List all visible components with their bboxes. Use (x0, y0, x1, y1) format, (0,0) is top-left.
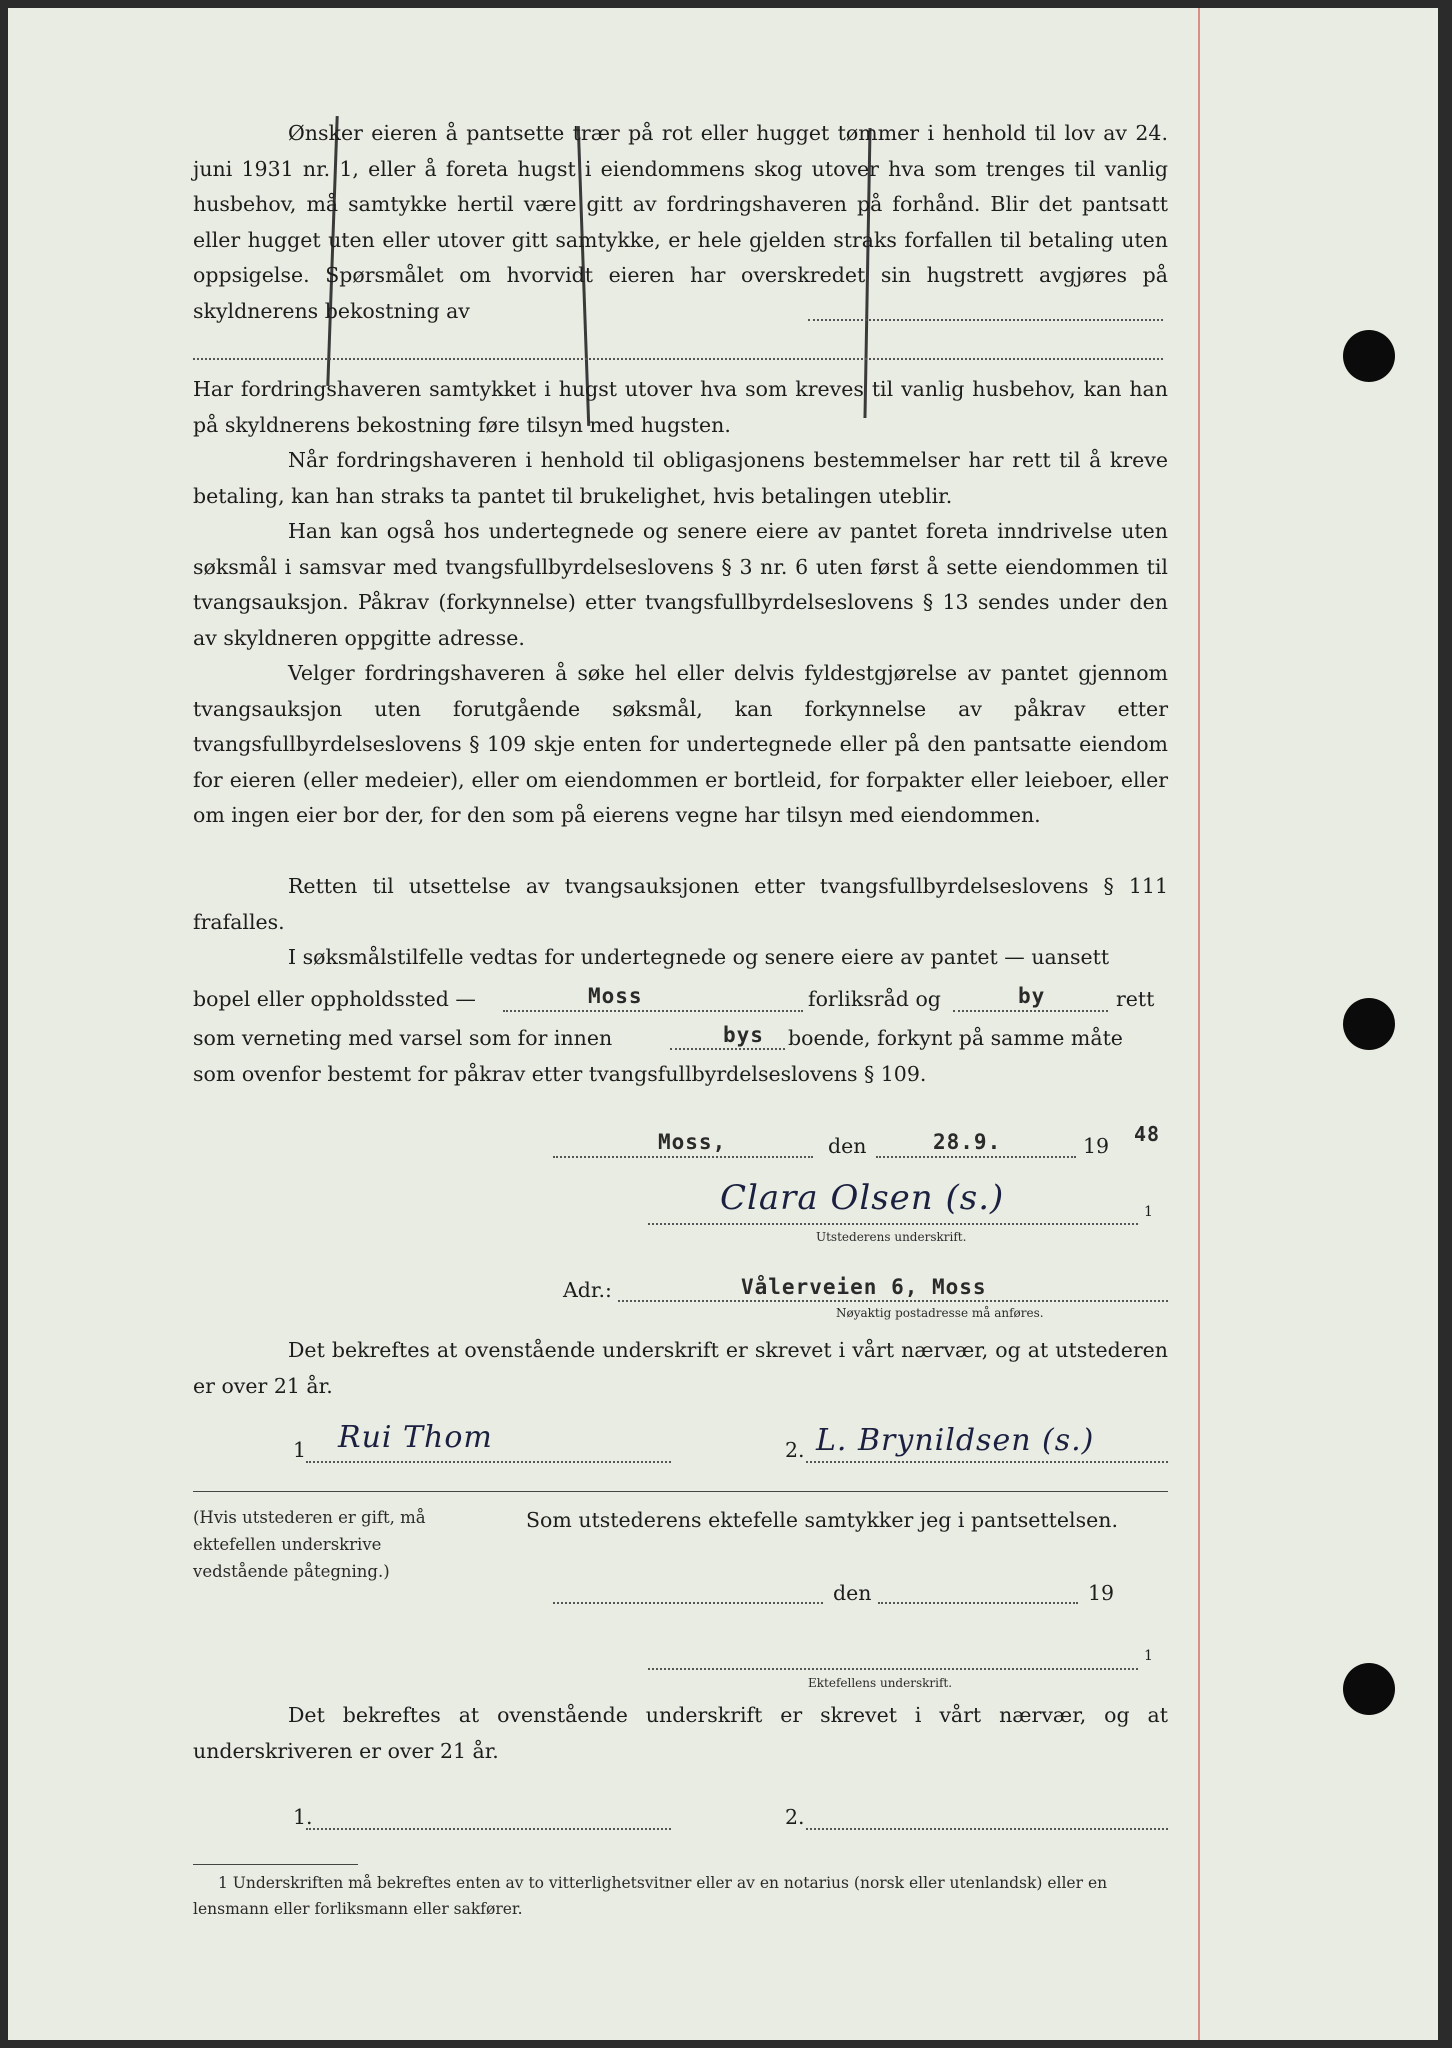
date-value: 28.9. (933, 1130, 1002, 1154)
margin-line (1198, 8, 1200, 2040)
venue-prefix: bopel eller oppholdssted — (193, 987, 476, 1011)
venue-line2-suffix: boende, forkynt på samme måte (788, 1026, 1123, 1050)
issuer-caption: Utstederens underskrift. (816, 1230, 967, 1244)
witness-signature: L. Brynildsen (s.) (816, 1423, 1095, 1458)
punch-hole (1343, 998, 1395, 1050)
fill-line (953, 1010, 1108, 1012)
fill-line (193, 358, 1163, 360)
fill-line (670, 1048, 785, 1050)
witness-paragraph-1: Det bekreftes at ovenstående underskrift er skrevet i vårt nærvær, og at utstederen er over 21 år. (193, 1338, 1168, 1398)
footnote: 1 Underskriften må bekreftes enten av to vitterlighetsvitner eller av en notarius (norsk eller utenlandsk) eller en lensmann eller forliksmann eller sakfører. (193, 1874, 1108, 1918)
witness-number: 2. (785, 1438, 805, 1462)
witness-paragraph-2: Det bekreftes at ovenstående underskrift er skrevet i vårt nærvær, og at underskriveren er over 21 år. (193, 1703, 1168, 1763)
address-label: Adr.: (563, 1278, 612, 1302)
address-value: Vålerveien 6, Moss (741, 1275, 987, 1299)
fill-line (553, 1156, 813, 1158)
paragraph-2: Har fordringshaveren samtykket i hugst utover hva som kreves til vanlig husbehov, kan han på skyldnerens bekostning føre tilsyn med hugsten. (193, 377, 1168, 437)
fill-line (808, 319, 1163, 321)
date-place: Moss, (658, 1130, 727, 1154)
witness-number: 2. (785, 1805, 805, 1829)
fill-line (648, 1668, 1138, 1670)
witness-signature: Rui Thom (338, 1420, 493, 1455)
witness-number: 1. (293, 1805, 313, 1829)
fill-line (553, 1602, 823, 1604)
fill-line (878, 1602, 1078, 1604)
fill-line (806, 1461, 1168, 1463)
date-den: den (828, 1134, 867, 1158)
fill-line (618, 1300, 1168, 1302)
spouse-note: (Hvis utstederen er gift, må ektefellen underskrive vedstående påtegning.) (193, 1508, 426, 1581)
paragraph-5: Velger fordringshaveren å søke hel eller delvis fyldestgjørelse av pantet gjennom tvangsauksjon uten forutgående søksmål, kan forkynnelse av påkrav etter tvangsfullbyrdelseslovens § 109 skje enten for undertegnede eller på den pantsatte eiendom for eieren (eller medeier), eller om eiendommen er bortleid, for forpakter eller leieboer, eller om ingen eier bor der, for den som på eierens vegne har tilsyn med eiendommen. (193, 661, 1168, 827)
venue-court: by (1018, 984, 1046, 1008)
fill-line (806, 1828, 1168, 1830)
divider (193, 1491, 1168, 1492)
fill-line (876, 1156, 1076, 1158)
punch-hole (1343, 330, 1395, 382)
venue-middle: forliksråd og (808, 987, 941, 1011)
venue-line2-prefix: som verneting med varsel som for innen (193, 1026, 613, 1050)
fill-line (648, 1223, 1138, 1225)
spouse-consent: Som utstederens ektefelle samtykker jeg i pantsettelsen. (526, 1508, 1118, 1532)
date-year: 48 (1134, 1122, 1161, 1146)
paragraph-3: Når fordringshaveren i henhold til obligasjonens bestemmelser har rett til å kreve betaling, kan han straks ta pantet til brukelighet, hvis betalingen uteblir. (193, 448, 1168, 508)
paragraph-7: I søksmålstilfelle vedtas for undertegnede og senere eiere av pantet — uansett (288, 945, 1110, 969)
footnote-rule (193, 1864, 358, 1865)
paragraph-6: Retten til utsettelse av tvangsauksjonen etter tvangsfullbyrdelseslovens § 111 frafalles. (193, 874, 1168, 934)
venue-suffix: rett (1116, 987, 1155, 1011)
date-century: 19 (1083, 1134, 1110, 1158)
fill-line (306, 1828, 671, 1830)
address-caption: Nøyaktig postadresse må anføres. (836, 1306, 1044, 1320)
footnote-mark: 1 (1144, 1204, 1153, 1220)
spouse-den: den (833, 1581, 872, 1605)
venue-within: bys (723, 1023, 764, 1047)
paragraph-1: Ønsker eieren å pantsette trær på rot eller hugget tømmer i henhold til lov av 24. juni 1931 nr. 1, eller å foreta hugst i eiendommens skog utover hva som trenges til vanlig husbehov, må samtykke hertil være gitt av fordringshaveren på forhånd. Blir det pantsatt eller hugget uten eller utover gitt samtykke, er hele gjelden straks forfallen til betaling uten oppsigelse. Spørsmålet om hvorvidt eieren har overskredet sin hugstrett avgjøres på skyldnerens bekostning av (193, 121, 1168, 323)
paragraph-4: Han kan også hos undertegnede og senere eiere av pantet foreta inndrivelse uten søksmål i samsvar med tvangsfullbyrdelseslovens § 3 nr. 6 uten først å sette eiendommen til tvangsauksjon. Påkrav (forkynnelse) etter tvangsfullbyrdelseslovens § 13 sendes under den av skyldneren oppgitte adresse. (193, 519, 1168, 650)
fill-line (306, 1461, 671, 1463)
footnote-mark: 1 (1144, 1648, 1153, 1664)
venue-place: Moss (588, 984, 643, 1008)
spouse-caption: Ektefellens underskrift. (808, 1676, 953, 1690)
issuer-signature: Clara Olsen (s.) (720, 1178, 1005, 1218)
fill-line (503, 1010, 803, 1012)
document-page (8, 8, 1438, 2040)
witness-number: 1 (293, 1438, 307, 1462)
spouse-century: 19 (1088, 1581, 1115, 1605)
venue-line3: som ovenfor bestemt for påkrav etter tvangsfullbyrdelseslovens § 109. (193, 1062, 927, 1086)
punch-hole (1343, 1663, 1395, 1715)
